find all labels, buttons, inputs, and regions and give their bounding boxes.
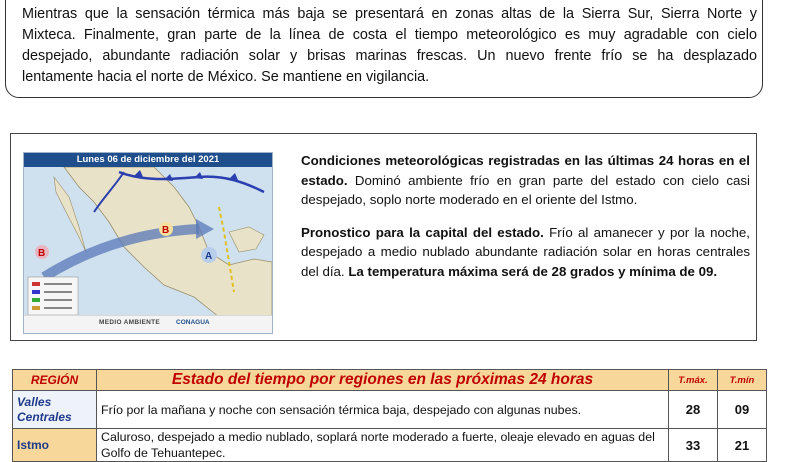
weather-map bbox=[23, 152, 273, 334]
region-tmax: 28 bbox=[669, 391, 718, 429]
regions-forecast-table bbox=[12, 369, 767, 462]
summary-line: Mixteca. Finalmente, gran parte de la línea de costa el tiempo meteorológico es muy agradable con cielo bbox=[22, 27, 757, 43]
svg-text:A: A bbox=[205, 251, 213, 262]
summary-line: lentamente hacia el norte de México. Se mantiene en vigilancia. bbox=[22, 69, 430, 85]
conditions-body: Dominó ambiente frío en gran parte del estado con cielo casi despejado, soplo norte moderado en el oriente del Istmo. bbox=[301, 172, 750, 207]
table-row bbox=[13, 429, 767, 462]
semarnat-logo-text: MEDIO AMBIENTE bbox=[99, 319, 161, 326]
summary-text bbox=[22, 4, 757, 88]
region-tmax: 33 bbox=[669, 429, 718, 462]
region-description: Frío por la mañana y noche con sensación térmica baja, despejado con algunas nubes. bbox=[97, 391, 669, 429]
header-tmin: T.mín bbox=[718, 370, 767, 391]
map-title: Lunes 06 de diciembre del 2021 bbox=[24, 153, 272, 167]
svg-text:B: B bbox=[38, 248, 46, 259]
region-tmin: 21 bbox=[718, 429, 767, 462]
conagua-logo-text: CONAGUA bbox=[176, 319, 210, 326]
map-footer bbox=[24, 315, 272, 333]
summary-line: despejado, abundante radiación solar y brisas marinas frescas. Un nuevo frente frío se ha desplazado bbox=[22, 48, 757, 64]
region-name: Istmo bbox=[13, 429, 97, 462]
summary-line: Mientras que la sensación térmica más baja se presentará en zonas altas de la Sierra Sur, Sierra Norte y bbox=[22, 6, 757, 22]
conditions-panel bbox=[10, 133, 757, 341]
forecast-heading: Pronostico para la capital del estado. bbox=[301, 224, 544, 240]
header-tmax: T.máx. bbox=[669, 370, 718, 391]
conditions-paragraph bbox=[301, 151, 750, 210]
forecast-body: Frío al amanecer y por la noche, despejado a medio nublado abundante radiación solar en horas centrales del día. bbox=[301, 224, 750, 279]
header-region: REGIÓN bbox=[13, 370, 97, 391]
conditions-text bbox=[301, 151, 750, 294]
region-description: Caluroso, despejado a medio nublado, soplará norte moderado a fuerte, oleaje elevado en aguas del Golfo de Tehuantepec. bbox=[97, 429, 669, 462]
forecast-paragraph bbox=[301, 223, 750, 282]
table-header-row bbox=[13, 370, 767, 391]
header-weather-state: Estado del tiempo por regiones en las próximas 24 horas bbox=[97, 370, 669, 391]
mexico-map-graphic bbox=[24, 167, 272, 317]
conditions-heading: Condiciones meteorológicas registradas en las últimas 24 horas en el estado. bbox=[301, 153, 750, 188]
table-row bbox=[13, 391, 767, 429]
region-tmin: 09 bbox=[718, 391, 767, 429]
region-name: Valles Centrales bbox=[13, 391, 97, 429]
forecast-temperature: La temperatura máxima será de 28 grados y mínima de 09. bbox=[348, 263, 718, 279]
svg-text:B: B bbox=[162, 225, 170, 236]
